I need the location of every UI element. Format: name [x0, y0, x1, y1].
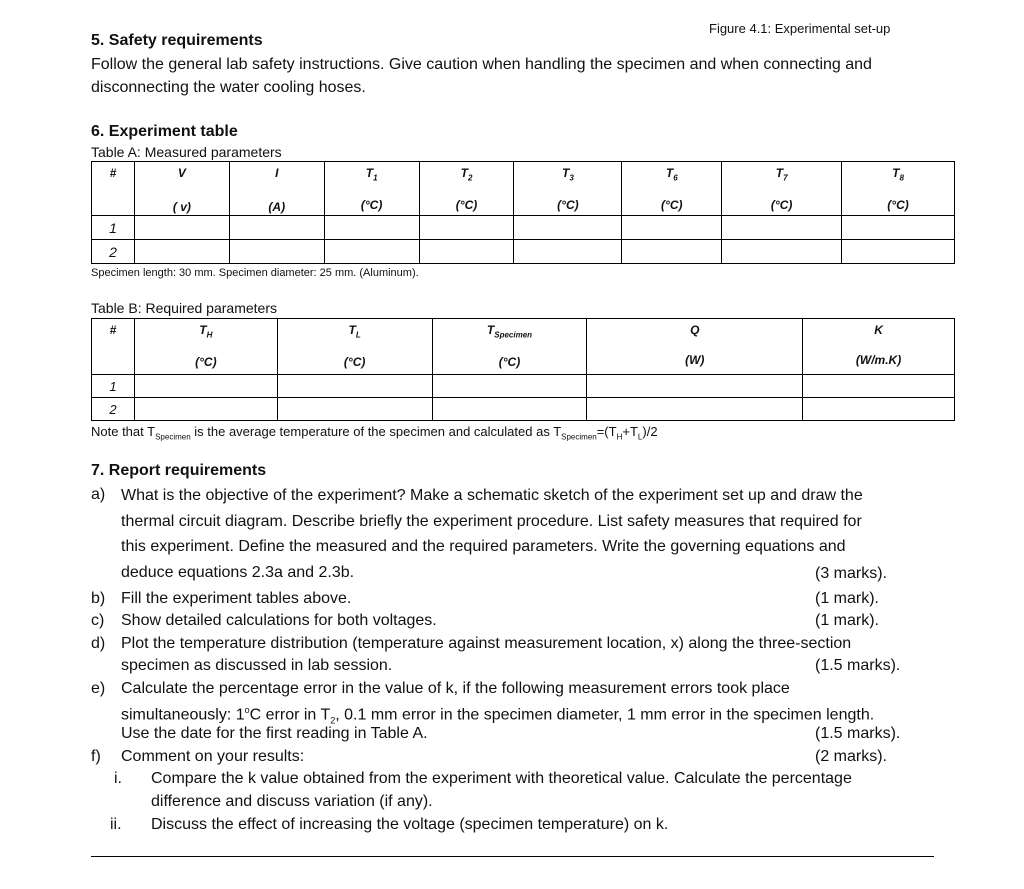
note-e: )/2 — [642, 424, 658, 439]
table-b-s3: Specimen — [494, 330, 533, 340]
table-cell[interactable] — [277, 375, 432, 398]
table-a-s4: 2 — [467, 173, 473, 183]
table-a-s6: 6 — [673, 173, 678, 183]
table-cell[interactable] — [134, 216, 229, 240]
item-a-line: this experiment. Define the measured and the required parameters. Write the governing equations and — [121, 538, 846, 555]
table-cell[interactable] — [622, 240, 722, 264]
table-a-header-cell — [134, 162, 229, 216]
table-a-row-num: 2 — [92, 240, 135, 264]
table-b-u3: (°C) — [498, 355, 521, 370]
table-a-header-cell — [229, 162, 324, 216]
item-fi-line-2: difference and discuss variation (if any). — [151, 793, 433, 810]
item-fii-label: ii. — [110, 816, 122, 833]
footer-rule — [91, 856, 934, 857]
item-c-marks: (1 mark). — [815, 612, 879, 629]
table-b-u1: (°C) — [195, 355, 217, 370]
e-line2-b: C error in T — [249, 706, 331, 724]
item-e-line-3: Use the date for the first reading in Table A. — [121, 725, 428, 742]
item-d-label: d) — [91, 635, 106, 652]
table-a-row-num: 1 — [92, 216, 135, 240]
table-a-u5: (°C) — [557, 198, 579, 213]
table-cell[interactable] — [229, 240, 324, 264]
item-e-label: e) — [91, 680, 106, 697]
item-d-marks: (1.5 marks). — [815, 657, 901, 674]
table-a-header-cell — [419, 162, 514, 216]
item-f-label: f) — [91, 748, 101, 765]
table-b-s2: L — [355, 330, 361, 340]
item-fii-text: Discuss the effect of increasing the voltage (specimen temperature) on k. — [151, 816, 669, 833]
item-fi-label: i. — [114, 770, 122, 787]
table-b-s1: H — [206, 330, 213, 340]
table-a-header-cell — [622, 162, 722, 216]
table-cell[interactable] — [587, 375, 803, 398]
table-b-h1: T — [199, 323, 207, 337]
note-b: is the average temperature of the specimen and calculated as T — [190, 424, 562, 439]
table-cell[interactable] — [842, 240, 955, 264]
item-f-marks: (2 marks). — [815, 748, 887, 765]
table-b-u5: (W/m.K) — [855, 353, 902, 367]
table-cell[interactable] — [803, 375, 955, 398]
table-a-u1: ( v) — [172, 200, 191, 214]
table-b-h4: Q — [690, 323, 700, 337]
table-cell[interactable] — [324, 240, 419, 264]
table-b-row-num: 1 — [92, 375, 135, 398]
table-cell[interactable] — [134, 240, 229, 264]
table-row — [92, 375, 955, 398]
e-line2-a: simultaneously: 1 — [121, 706, 245, 724]
table-cell[interactable] — [134, 398, 277, 421]
table-b-header-cell — [92, 319, 135, 375]
table-b-h5: K — [874, 323, 883, 337]
item-a-line: thermal circuit diagram. Describe briefly the experiment procedure. List safety measures that required for — [121, 512, 862, 530]
table-cell[interactable] — [419, 240, 514, 264]
e-line2-sup: o — [244, 705, 250, 715]
table-b — [91, 318, 955, 421]
item-b-marks: (1 mark). — [815, 590, 879, 607]
table-a-h0: # — [109, 166, 117, 180]
table-a-u6: (°C) — [661, 198, 683, 213]
safety-line-2: disconnecting the water cooling hoses. — [91, 79, 366, 96]
table-a-s8: 8 — [899, 173, 904, 183]
table-a-header-cell — [324, 162, 419, 216]
note-d: +T — [622, 424, 638, 439]
table-cell[interactable] — [432, 375, 587, 398]
table-a-header-cell — [92, 162, 135, 216]
table-b-header-cell — [803, 319, 955, 375]
table-a-s7: 7 — [783, 173, 788, 183]
table-row — [92, 398, 955, 421]
table-a-s3: 1 — [373, 173, 378, 183]
item-b-text: Fill the experiment tables above. — [121, 590, 352, 607]
table-b-note — [91, 424, 658, 442]
table-a-u3: (°C) — [360, 198, 383, 213]
report-heading: 7. Report requirements — [91, 462, 267, 479]
table-cell[interactable] — [622, 216, 722, 240]
table-row — [92, 216, 955, 240]
table-a-header-cell — [514, 162, 622, 216]
table-a-h6: T — [665, 166, 674, 180]
note-c: =(T — [596, 424, 617, 439]
item-a-line: deduce equations 2.3a and 2.3b. — [121, 563, 355, 581]
table-cell[interactable] — [722, 216, 842, 240]
table-cell[interactable] — [722, 240, 842, 264]
table-a-h2: I — [275, 166, 279, 180]
table-cell[interactable] — [324, 216, 419, 240]
table-b-row-num: 2 — [92, 398, 135, 421]
table-cell[interactable] — [134, 375, 277, 398]
note-a: Note that T — [91, 424, 156, 439]
table-cell[interactable] — [277, 398, 432, 421]
table-a-header-cell — [722, 162, 842, 216]
note-sub-3: H — [616, 432, 623, 442]
table-a-s5: 3 — [569, 173, 574, 183]
table-a-h1: V — [177, 166, 186, 180]
table-cell[interactable] — [514, 240, 622, 264]
safety-heading: 5. Safety requirements — [91, 32, 263, 49]
table-a-h5: T — [562, 166, 570, 180]
item-e-marks: (1.5 marks). — [815, 725, 901, 742]
table-cell[interactable] — [514, 216, 622, 240]
table-cell[interactable] — [587, 398, 803, 421]
item-b-label: b) — [91, 590, 106, 607]
table-b-header-row — [92, 319, 955, 375]
table-a-h7: T — [775, 166, 784, 180]
item-c-text: Show detailed calculations for both voltages. — [121, 612, 437, 629]
table-b-header-cell — [277, 319, 432, 375]
table-a-u7: (°C) — [770, 198, 793, 213]
item-a-label: a) — [91, 486, 106, 503]
experiment-heading: 6. Experiment table — [91, 123, 238, 140]
table-b-header-cell — [432, 319, 587, 375]
table-cell[interactable] — [419, 216, 514, 240]
note-sub-2: Specimen — [561, 432, 597, 442]
table-a-u2: (A) — [268, 200, 286, 214]
note-sub-1: Specimen — [155, 432, 191, 442]
item-a-marks: (3 marks). — [815, 565, 887, 582]
table-cell[interactable] — [229, 216, 324, 240]
item-e-line-1: Calculate the percentage error in the value of k, if the following measurement errors took place — [121, 680, 790, 697]
table-b-header-cell — [134, 319, 277, 375]
e-line2-sub: 2 — [330, 715, 336, 726]
e-line2-c: , 0.1 mm error in the specimen diameter, 1 mm error in the specimen length. — [335, 706, 875, 724]
table-cell[interactable] — [803, 398, 955, 421]
table-b-u2: (°C) — [343, 355, 366, 370]
item-a-text — [121, 483, 863, 585]
item-c-label: c) — [91, 612, 105, 629]
table-cell[interactable] — [842, 216, 955, 240]
table-a-h3: T — [365, 166, 374, 180]
item-d-line-2: specimen as discussed in lab session. — [121, 657, 393, 674]
item-fi-line-1: Compare the k value obtained from the experiment with theoretical value. Calculate the percentage — [151, 770, 852, 787]
safety-line-1: Follow the general lab safety instructions. Give caution when handling the specimen and when connecting and — [91, 56, 872, 73]
table-a — [91, 161, 955, 264]
table-cell[interactable] — [432, 398, 587, 421]
table-a-h4: T — [460, 166, 468, 180]
table-a-u4: (°C) — [455, 198, 478, 213]
table-a-h8: T — [892, 166, 900, 180]
item-d-line-1: Plot the temperature distribution (temperature against measurement location, x) along the three-section — [121, 635, 852, 652]
note-sub-4: L — [637, 432, 643, 442]
item-f-text: Comment on your results: — [121, 748, 305, 765]
figure-caption: Figure 4.1: Experimental set-up — [709, 21, 891, 36]
table-b-h2: T — [348, 323, 356, 337]
table-b-u4: (W) — [685, 353, 705, 367]
table-a-note: Specimen length: 30 mm. Specimen diameter: 25 mm. (Aluminum). — [91, 267, 419, 279]
table-a-header-cell — [842, 162, 955, 216]
table-b-h3: T — [486, 323, 495, 337]
table-row — [92, 240, 955, 264]
table-a-u8: (°C) — [887, 198, 909, 213]
table-b-header-cell — [587, 319, 803, 375]
item-a-line: What is the objective of the experiment? Make a schematic sketch of the experiment set up and draw the — [121, 487, 863, 504]
table-a-caption: Table A: Measured parameters — [91, 144, 282, 160]
table-b-caption: Table B: Required parameters — [91, 300, 277, 316]
table-a-header-row — [92, 162, 955, 216]
table-b-h0: # — [109, 323, 117, 337]
